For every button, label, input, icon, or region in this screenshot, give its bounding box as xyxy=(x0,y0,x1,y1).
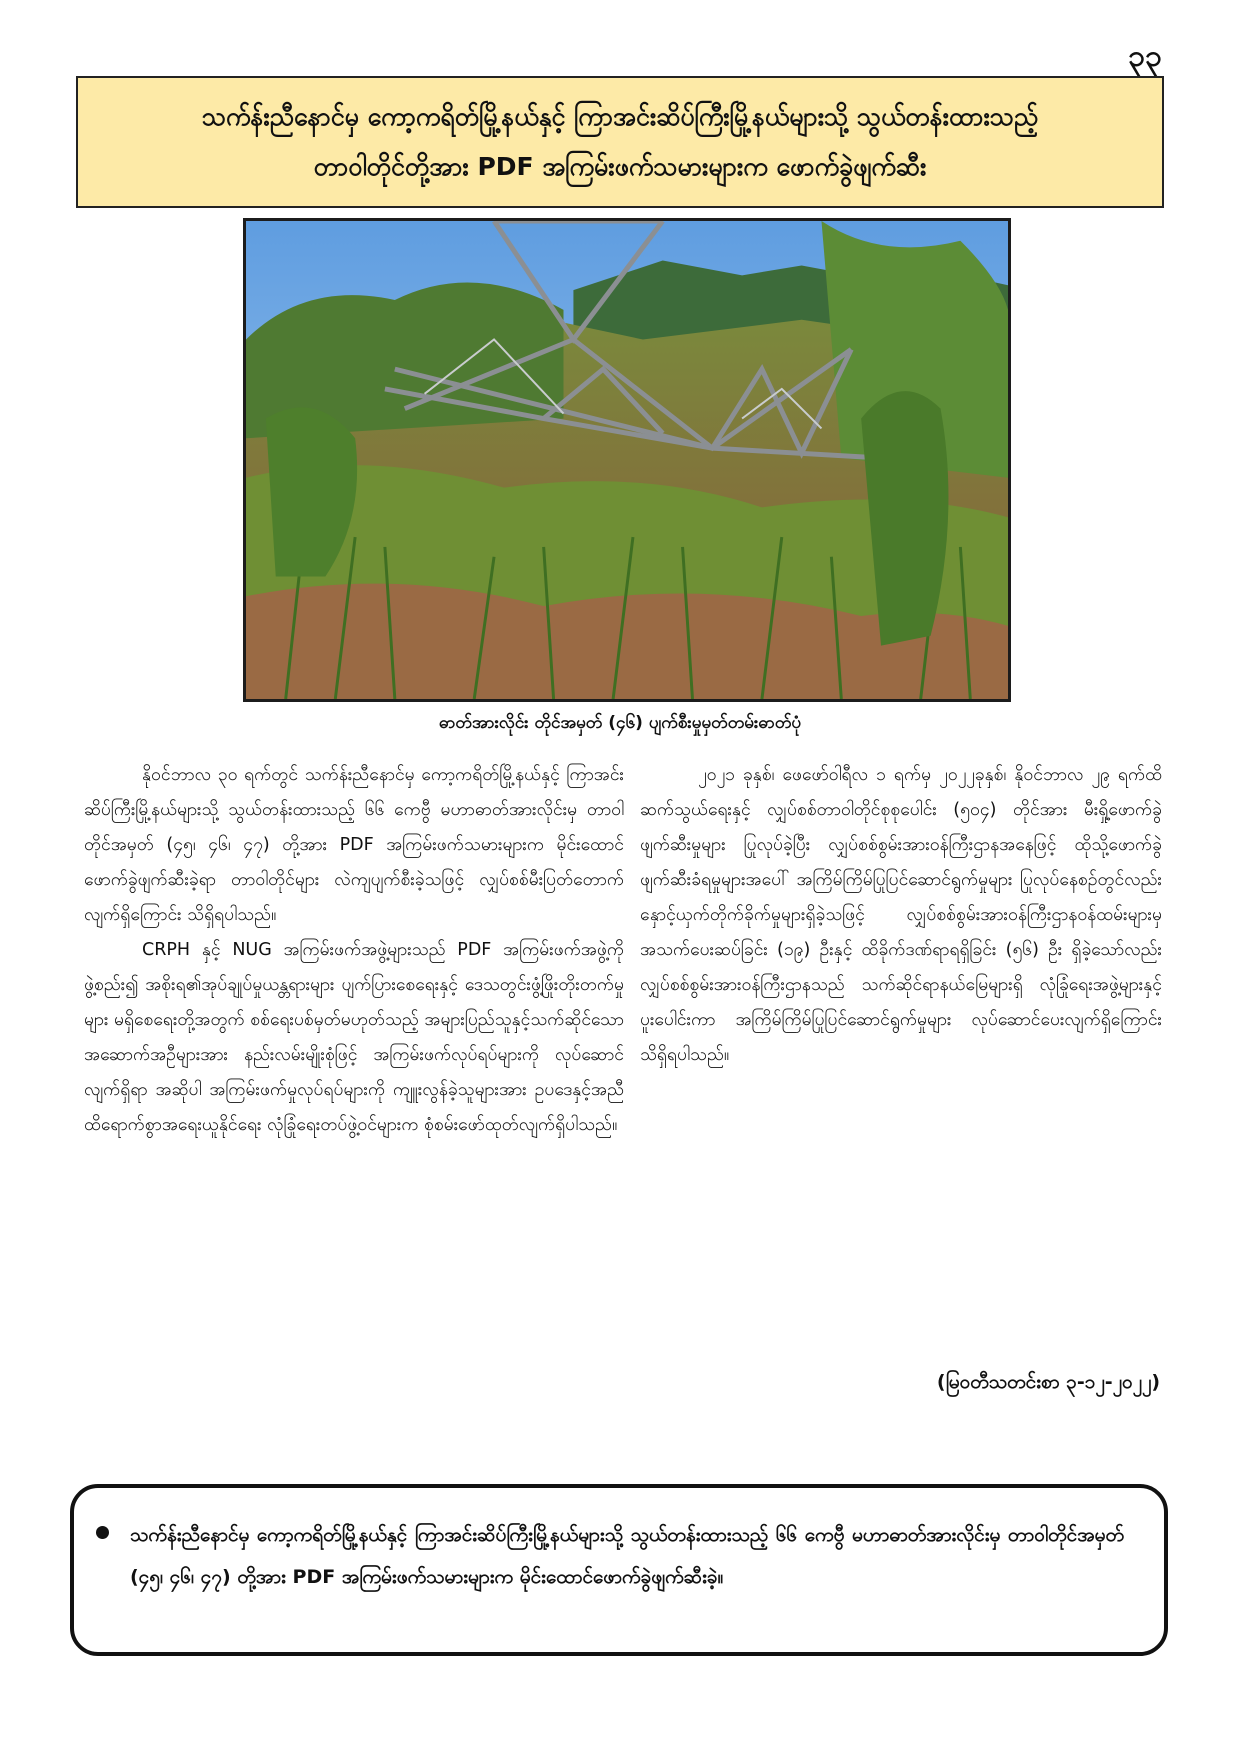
article-left-column xyxy=(84,758,624,1143)
tower-photo-illustration xyxy=(246,221,1008,699)
summary-box xyxy=(70,1484,1168,1656)
summary-item xyxy=(130,1514,1124,1598)
article-paragraph: နိုဝင်ဘာလ ၃၀ ရက်တွင် သက်န်းညီနောင်မှ ကော့ကရိတ်မြို့နယ်နှင့် ကြာအင်းဆိပ်ကြီးမြို့နယ်များသို့ သွယ်တန်းထားသည့် ၆၆ ကေဗွီ မဟာဓာတ်အားလိုင်းမှ တာဝါတိုင်အမှတ် (၄၅၊ ၄၆၊ ၄၇) တို့အား PDF အကြမ်းဖက်သမားများက မိုင်းထောင်ဖောက်ခွဲဖျက်ဆီးခဲ့ရာ တာဝါတိုင်များ လဲကျပျက်စီးခဲ့သဖြင့် လျှပ်စစ်မီးပြတ်တောက်လျက်ရှိကြောင်း သိရှိရပါသည်။ xyxy=(84,765,624,925)
summary-text: သက်န်းညီနောင်မှ ကော့ကရိတ်မြို့နယ်နှင့် ကြာအင်းဆိပ်ကြီးမြို့နယ်များသို့ သွယ်တန်းထားသည့် ၆၆ ကေဗွီ မဟာဓာတ်အားလိုင်းမှ တာဝါတိုင်အမှတ် (၄၅၊ ၄၆၊ ၄၇) တို့အား PDF အကြမ်းဖက်သမားများက မိုင်းထောင်ဖောက်ခွဲဖျက်ဆီးခဲ့။ xyxy=(130,1524,1124,1588)
source-citation: (မြဝတီသတင်းစာ ၃-၁၂-၂၀၂၂) xyxy=(936,1371,1160,1393)
article-paragraph: ၂၀၂၁ ခုနှစ်၊ ဖေဖော်ဝါရီလ ၁ ရက်မှ ၂၀၂၂ခုနှစ်၊ နိုဝင်ဘာလ ၂၉ ရက်ထိ ဆက်သွယ်ရေးနှင့် လျှပ်စစ်တာဝါတိုင်စုစုပေါင်း (၅၀၄) တိုင်အား မီးရှို့ဖောက်ခွဲဖျက်ဆီးမှုများ ပြုလုပ်ခဲ့ပြီး လျှပ်စစ်စွမ်းအားဝန်ကြီးဌာနအနေဖြင့် ထိုသို့ဖောက်ခွဲဖျက်ဆီးခံရမှုများအပေါ် အကြိမ်ကြိမ်ပြုပြင်ဆောင်ရွက်မှုများ ပြုလုပ်နေစဉ်တွင်လည်း နှောင့်ယှက်တိုက်ခိုက်မှုများရှိခဲ့သဖြင့် လျှပ်စစ်စွမ်းအားဝန်ကြီးဌာနဝန်ထမ်းများမှ အသက်ပေးဆပ်ခြင်း (၁၉) ဦးနှင့် ထိခိုက်ဒဏ်ရာရရှိခြင်း (၅၆) ဦး ရှိခဲ့သော်လည်း လျှပ်စစ်စွမ်းအားဝန်ကြီးဌာနသည် သက်ဆိုင်ရာနယ်မြေများရှိ လုံခြုံရေးအဖွဲ့များနှင့်ပူးပေါင်းကာ အကြိမ်ကြိမ်ပြုပြင်ဆောင်ရွက်မှုများ လုပ်ဆောင်ပေးလျက်ရှိကြောင်း သိရှိရပါသည်။ xyxy=(640,765,1162,1065)
headline-line-1: သက်န်းညီနောင်မှ ကော့ကရိတ်မြို့နယ်နှင့် ကြာအင်းဆိပ်ကြီးမြို့နယ်များသို့ သွယ်တန်းထားသည့် xyxy=(201,102,1039,131)
headline-line-2: တာဝါတိုင်တို့အား PDF အကြမ်းဖက်သမားများက ဖောက်ခွဲဖျက်ဆီး xyxy=(313,152,927,181)
headline-box xyxy=(76,76,1164,208)
damaged-tower-photo xyxy=(243,218,1011,702)
page-number: ၃၃ xyxy=(1128,39,1162,74)
bullet-icon xyxy=(96,1526,109,1539)
photo-caption: ဓာတ်အားလိုင်း တိုင်အမှတ် (၄၆) ပျက်စီးမှုမှတ်တမ်းဓာတ်ပုံ xyxy=(438,713,802,733)
article-paragraph: CRPH နှင့် NUG အကြမ်းဖက်အဖွဲ့များသည် PDF အကြမ်းဖက်အဖွဲ့ကိုဖွဲ့စည်း၍ အစိုးရ၏အုပ်ချုပ်မှုယန္တရားများ ပျက်ပြားစေရေးနှင့် ဒေသတွင်းဖွံ့ဖြိုးတိုးတက်မှုများ မရှိစေရေးတို့အတွက် စစ်ရေးပစ်မှတ်မဟုတ်သည့် အများပြည်သူနှင့်သက်ဆိုင်သော အဆောက်အဦများအား နည်းလမ်းမျိုးစုံဖြင့် အကြမ်းဖက်လုပ်ရပ်များကို လုပ်ဆောင်လျက်ရှိရာ အဆိုပါ အကြမ်းဖက်မှုလုပ်ရပ်များကို ကျူးလွန်ခဲ့သူများအား ဥပဒေနှင့်အညီ ထိရောက်စွာအရေးယူနိုင်ရေး လုံခြုံရေးတပ်ဖွဲ့ဝင်များက စုံစမ်းဖော်ထုတ်လျက်ရှိပါသည်။ xyxy=(84,940,624,1135)
article-right-column xyxy=(640,758,1162,1073)
